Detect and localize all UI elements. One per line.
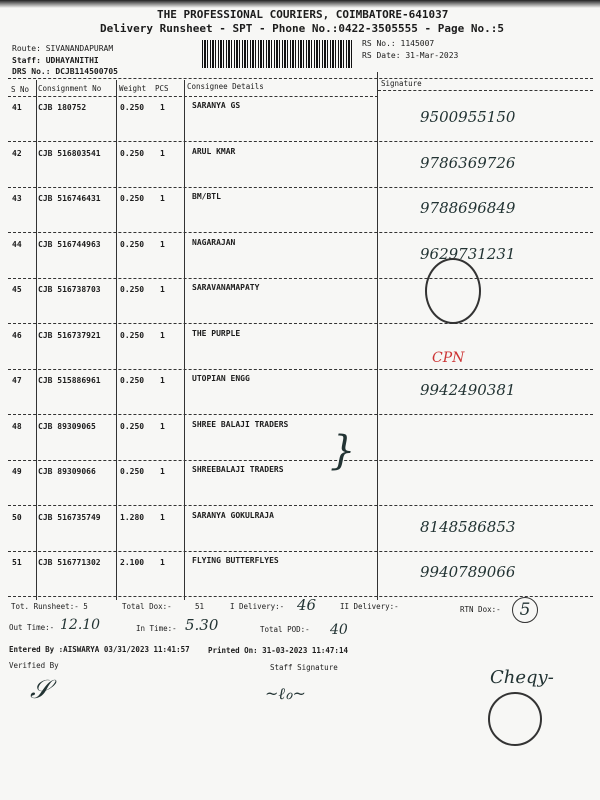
row-divider (8, 414, 593, 415)
row-divider (8, 505, 593, 506)
printed-on: Printed On: 31-03-2023 11:47:14 (208, 646, 348, 655)
weight: 0.250 (120, 148, 145, 158)
company-title: THE PROFESSIONAL COURIERS, COIMBATORE-641037 (157, 8, 449, 21)
pieces: 1 (160, 376, 165, 385)
col-pcs: PCS (155, 84, 169, 93)
row-divider (8, 278, 593, 279)
consignee-name: THE PURPLE (192, 328, 241, 338)
consignment-number: CJB 516738703 (38, 285, 101, 294)
row-divider (8, 187, 593, 188)
spd-stamp (488, 692, 542, 746)
total-dox-value: 51 (195, 602, 205, 611)
pieces: 1 (160, 194, 165, 203)
consignment-number: CJB 516803541 (38, 148, 101, 158)
column-line (116, 80, 117, 600)
serial-number: 48 (12, 421, 22, 431)
consignment-number: CJB 516746431 (38, 194, 101, 203)
column-line (36, 80, 37, 600)
verifier-signature: 𝒮 (30, 675, 51, 705)
consignment-number: CJB 89309065 (38, 421, 96, 431)
staff: Staff: UDHAYANITHI (12, 56, 99, 65)
rtn-dox-value: 5 (512, 597, 538, 623)
serial-number: 49 (12, 467, 22, 476)
pieces: 1 (160, 558, 165, 567)
row-divider (8, 323, 593, 324)
signature-phone: 9788696849 (420, 199, 516, 217)
divider (378, 90, 593, 91)
ii-delivery-label: II Delivery:- (340, 602, 399, 611)
row-divider (8, 551, 593, 552)
column-line (184, 80, 185, 600)
consignee-name: SARANYA GOKULRAJA (192, 510, 274, 520)
serial-number: 43 (12, 194, 22, 203)
col-weight: Weight (119, 84, 147, 93)
row-divider (8, 141, 593, 142)
serial-number: 42 (12, 148, 22, 158)
manager-signature: Cheqy- (490, 667, 554, 688)
signature-phone: 9786369726 (420, 153, 516, 172)
consignee-name: FLYING BUTTERFLYES (192, 556, 279, 565)
entered-by: Entered By :AISWARYA 03/31/2023 11:41:57 (9, 645, 190, 654)
row-divider (8, 369, 593, 370)
weight: 0.250 (120, 330, 145, 340)
weight: 0.250 (120, 239, 145, 249)
signature-phone: 8148586853 (420, 517, 516, 536)
pieces: 1 (160, 421, 165, 431)
consignment-number: CJB 515886961 (38, 376, 101, 385)
out-time-label: Out Time:- (9, 623, 55, 632)
consignment-number: CJB 516737921 (38, 330, 101, 340)
out-time-value: 12.10 (60, 617, 101, 633)
serial-number: 50 (12, 512, 22, 522)
total-pod-label: Total POD:- (260, 625, 310, 634)
staff-signature: ~ℓℴ~ (265, 684, 306, 703)
total-dox-label: Total Dox:- (122, 602, 172, 611)
consignment-number: CJB 89309066 (38, 467, 96, 476)
consignee-name: SHREEBALAJI TRADERS (192, 465, 284, 474)
row-divider (8, 232, 593, 233)
col-sno: S No (11, 85, 30, 94)
row-divider (8, 460, 593, 461)
serial-number: 51 (12, 558, 22, 567)
consignment-number: CJB 516771302 (38, 558, 101, 567)
drs-number: DRS No.: DCJB114500705 (12, 67, 118, 76)
signature-phone: 9500955150 (420, 108, 516, 126)
weight: 0.250 (120, 376, 145, 385)
route: Route: SIVANANDAPURAM (12, 44, 114, 53)
divider (8, 96, 378, 97)
consignment-number: CJB 180752 (38, 103, 87, 112)
pieces: 1 (160, 467, 165, 476)
in-time-label: In Time:- (136, 624, 177, 633)
pieces: 1 (160, 285, 165, 294)
total-pod-value: 40 (330, 622, 348, 638)
rs-date: RS Date: 31-Mar-2023 (362, 51, 459, 60)
scan-edge (0, 0, 600, 8)
col-consignee: Consignee Details (187, 82, 264, 91)
rtn-dox-label: RTN Dox:- (460, 605, 501, 614)
serial-number: 45 (12, 285, 22, 294)
consignee-name: UTOPIAN ENGG (192, 374, 250, 383)
i-delivery-label: I Delivery:- (230, 602, 285, 611)
tot-runsheet: Tot. Runsheet:- 5 (11, 602, 88, 611)
weight: 2.100 (120, 558, 145, 567)
verified-by-label: Verified By (9, 661, 59, 670)
serial-number: 41 (12, 103, 22, 112)
consignee-name: SARANYA GS (192, 101, 241, 110)
column-line (377, 72, 378, 600)
consignee-name: SARAVANAMAPATY (192, 283, 260, 292)
consignment-number: CJB 516735749 (38, 512, 101, 522)
pieces: 1 (160, 512, 165, 522)
weight: 0.250 (120, 421, 145, 431)
serial-number: 44 (12, 239, 22, 249)
divider (8, 78, 593, 79)
pieces: 1 (160, 239, 165, 249)
consignee-name: ARUL KMAR (192, 146, 236, 156)
barcode (202, 40, 354, 68)
weight: 0.250 (120, 467, 145, 476)
pieces: 1 (160, 330, 165, 340)
serial-number: 47 (12, 376, 22, 385)
consignment-number: CJB 516744963 (38, 239, 101, 249)
bracket-mark: } (330, 428, 356, 474)
rs-number: RS No.: 1145007 (362, 39, 435, 48)
signature-phone: 9940789066 (420, 563, 516, 581)
serial-number: 46 (12, 330, 22, 340)
weight: 0.250 (120, 194, 145, 203)
in-time-value: 5.30 (185, 616, 219, 634)
col-signature: Signature (381, 79, 422, 88)
pieces: 1 (160, 148, 165, 158)
runsheet-subtitle: Delivery Runsheet - SPT - Phone No.:0422-3505555 - Page No.:5 (100, 22, 504, 35)
pieces: 1 (160, 103, 165, 112)
i-delivery-value: 46 (297, 596, 317, 614)
staff-signature-label: Staff Signature (270, 663, 338, 672)
weight: 0.250 (120, 103, 145, 112)
weight: 0.250 (120, 285, 145, 294)
col-consignment: Consignment No (38, 84, 102, 93)
signature-phone: 9942490381 (420, 381, 516, 399)
consignee-name: BM/BTL (192, 192, 221, 201)
consignee-name: SHREE BALAJI TRADERS (192, 419, 289, 429)
weight: 1.280 (120, 512, 145, 522)
bank-stamp (425, 258, 481, 324)
signature-phone: 9629731231 (420, 244, 516, 263)
consignee-name: NAGARAJAN (192, 237, 236, 247)
red-mark: CPN (432, 350, 465, 366)
